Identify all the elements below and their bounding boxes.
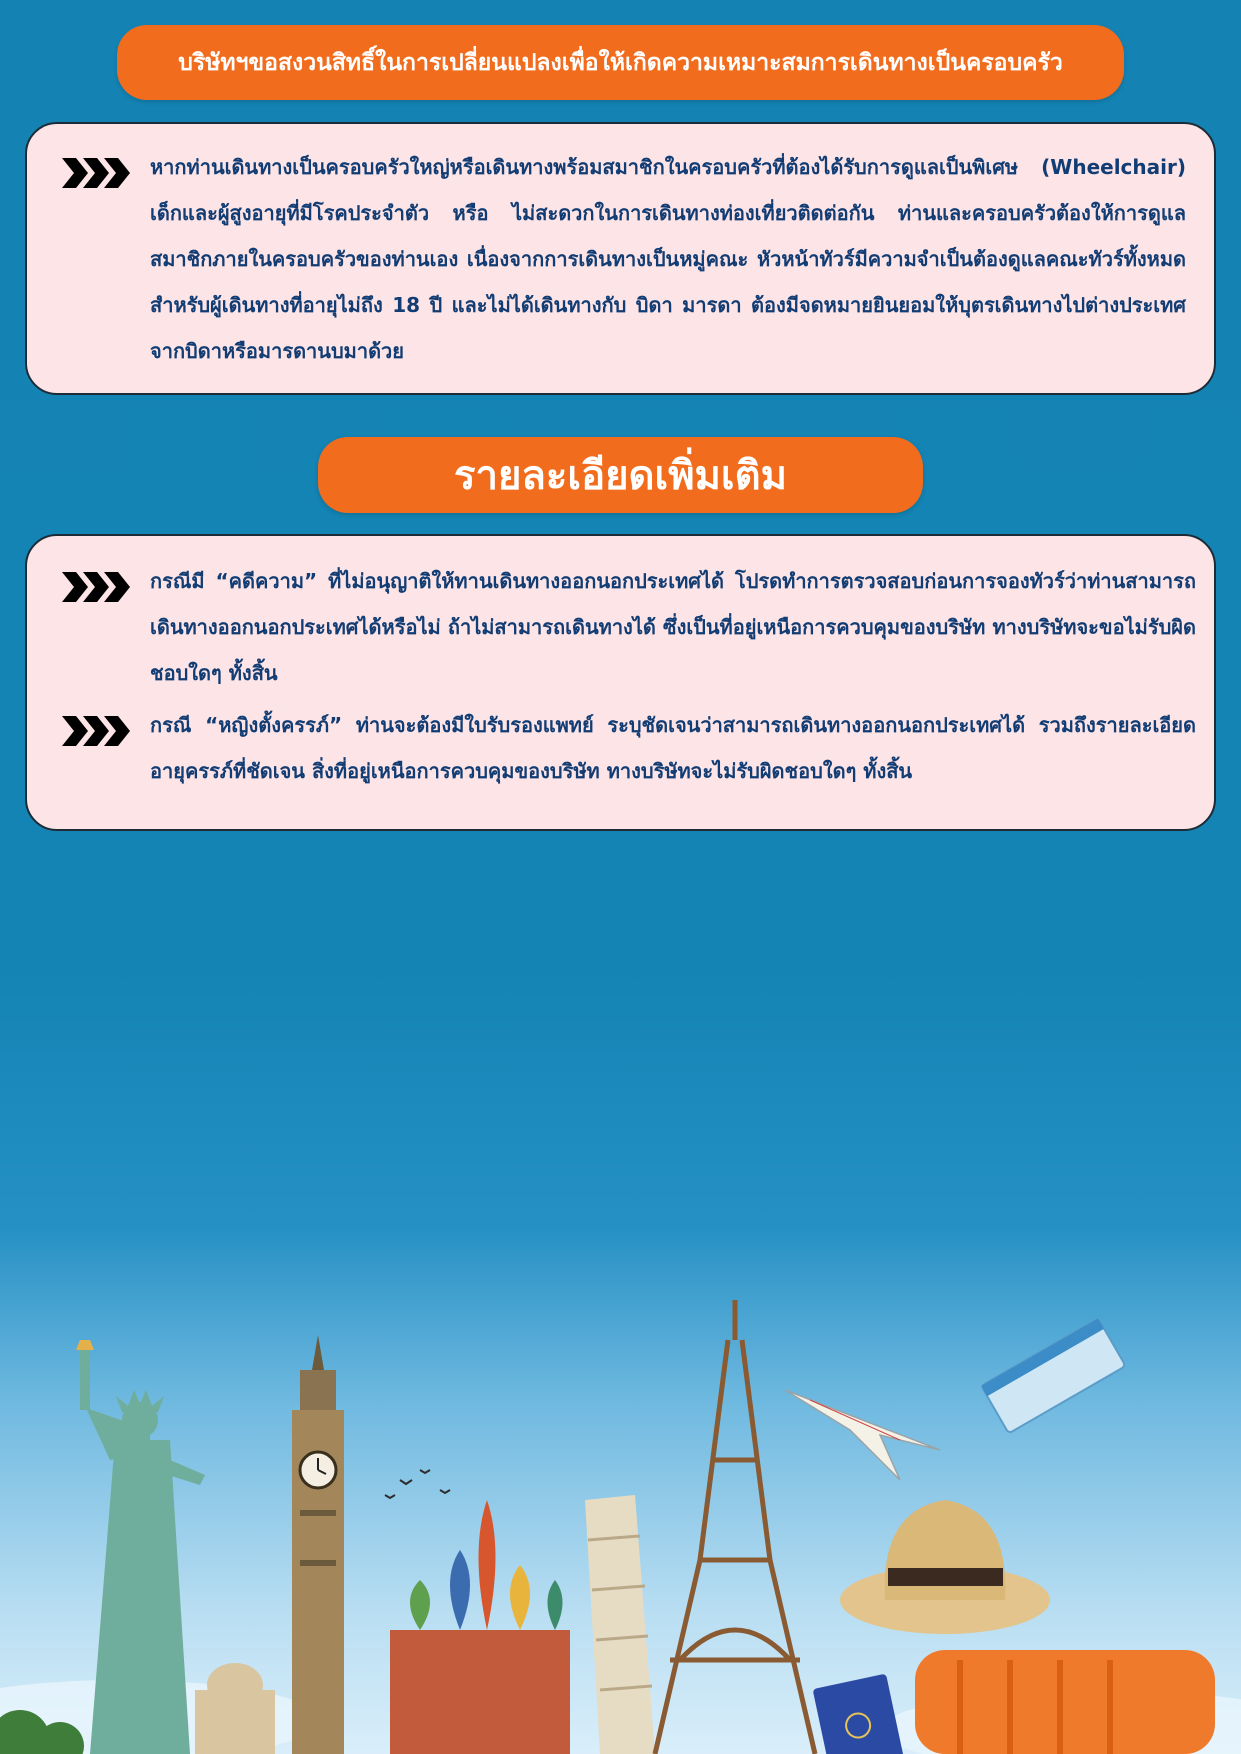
triple-chevron-icon bbox=[62, 158, 134, 188]
notice-banner bbox=[117, 25, 1124, 100]
triple-chevron-icon bbox=[62, 572, 134, 602]
notice-banner-text: บริษัทฯขอสงวนสิทธิ์ในการเปลี่ยนแปลงเพื่อให้เกิดความเหมาะสมการเดินทางเป็นครอบครัว bbox=[178, 49, 1063, 76]
triple-chevron-icon bbox=[62, 716, 134, 746]
details-item bbox=[27, 558, 1196, 696]
details-banner bbox=[318, 437, 923, 513]
details-panel bbox=[25, 534, 1216, 831]
details-item bbox=[27, 702, 1196, 794]
paper-plane-icon bbox=[785, 1390, 940, 1480]
family-note-text: หากท่านเดินทางเป็นครอบครัวใหญ่หรือเดินทางพร้อมสมาชิกในครอบครัวที่ต้องได้รับการดูแลเป็นพิเศษ (Wheelchair) เด็กและผู้สูงอายุที่มีโรคประจำตัว หรือ ไม่สะดวกในการเดินทางท่องเที่ยวติดต่อกัน ท่านและครอบครัวต้องให้การดูแลสมาชิกภายในครอบครัวของท่านเอง เนื่องจากการเดินทางเป็นหมู่คณะ หัวหน้าทัวร์มีความจำเป็นต้องดูแลคณะทัวร์ทั้งหมด สำหรับผู้เดินทางที่อายุไม่ถึง 18 ปี และไม่ได้เดินทางกับ บิดา มารดา ต้องมีจดหมายยินยอมให้บุตรเดินทางไปต่างประเทศจากบิดาหรือมารดานบมาด้วย bbox=[150, 155, 1186, 363]
eiffel-tower-icon bbox=[655, 1300, 815, 1754]
passport-icon bbox=[813, 1674, 907, 1754]
st-basil-cathedral-icon bbox=[390, 1500, 570, 1754]
birds-icon bbox=[385, 1470, 450, 1498]
statue-of-liberty-icon bbox=[76, 1340, 205, 1754]
straw-hat-icon bbox=[840, 1500, 1050, 1634]
family-note-item bbox=[27, 144, 1186, 374]
travel-landmarks-illustration bbox=[0, 1300, 1241, 1754]
details-item-text: กรณีมี “คดีความ” ที่ไม่อนุญาติให้ทานเดินทางออกนอกประเทศได้ โปรดทำการตรวจสอบก่อนการจองทัวร์ว่าท่านสามารถเดินทางออกนอกประเทศได้หรือไม่ ถ้าไม่สามารถเดินทางได้ ซึ่งเป็นที่อยู่เหนือการควบคุมของบริษัท ทางบริษัทจะขอไม่รับผิดชอบใดๆ ทั้งสิ้น bbox=[150, 569, 1196, 685]
boarding-pass-icon bbox=[981, 1318, 1125, 1433]
family-note-panel bbox=[25, 122, 1216, 395]
details-banner-title: รายละเอียดเพิ่มเติม bbox=[454, 453, 787, 499]
palace-dome-icon bbox=[195, 1663, 275, 1754]
leaning-tower-icon bbox=[585, 1495, 655, 1754]
big-ben-icon bbox=[292, 1335, 344, 1754]
details-item-text: กรณี “หญิงตั้งครรภ์” ท่านจะต้องมีใบรับรองแพทย์ ระบุชัดเจนว่าสามารถเดินทางออกนอกประเทศได้ รวมถึงรายละเอียดอายุครรภ์ที่ชัดเจน สิ่งที่อยู่เหนือการควบคุมของบริษัท ทางบริษัทจะไม่รับผิดชอบใดๆ ทั้งสิ้น bbox=[150, 713, 1196, 783]
suitcase-icon bbox=[915, 1650, 1215, 1754]
